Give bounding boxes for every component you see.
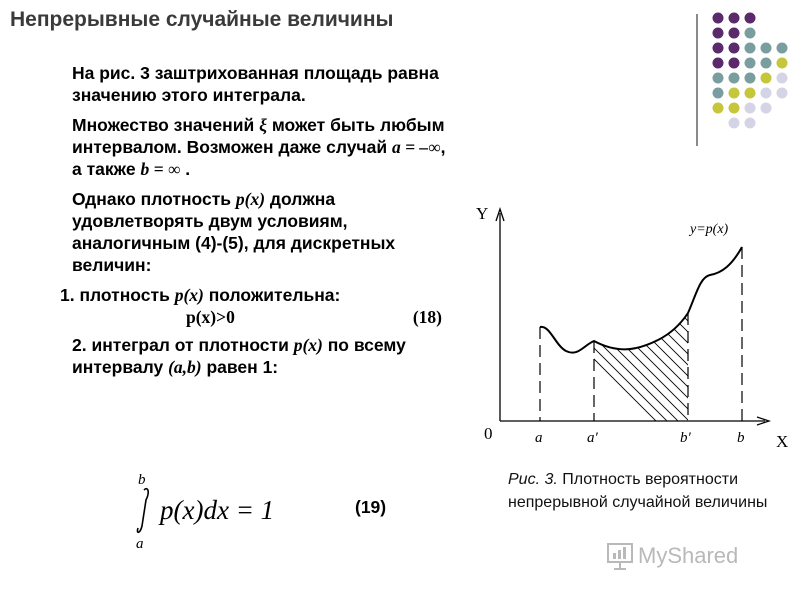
decorative-divider (696, 14, 698, 146)
decorative-dot (761, 73, 772, 84)
tick-label-b-prime: b′ (680, 430, 691, 446)
decorative-dot (729, 103, 740, 114)
condition-1: 1. плотность p(x) положительна: p(x)>0 (18) (60, 285, 442, 327)
tick-label-a-prime: a′ (587, 430, 598, 446)
decorative-dot-grid (696, 12, 796, 132)
decorative-dot (761, 103, 772, 114)
decorative-dot (745, 73, 756, 84)
decorative-dot (729, 58, 740, 69)
decorative-dot (729, 88, 740, 99)
decorative-dot (745, 58, 756, 69)
formula-18: p(x)>0 (186, 307, 235, 327)
density-curve (540, 247, 742, 353)
decorative-dot (777, 43, 788, 54)
decorative-dot (745, 118, 756, 129)
paragraph-3: Однако плотность p(x) должна удовлетворять двум условиям, аналогичным (4)-(5), для дискретных величин: (72, 189, 396, 275)
decorative-dot (729, 28, 740, 39)
decorative-dot (745, 43, 756, 54)
decorative-dot (729, 13, 740, 24)
shaded-area (530, 295, 800, 425)
hatch-line (596, 295, 726, 425)
hatch-line (728, 295, 800, 425)
decorative-dot (761, 58, 772, 69)
decorative-dot (713, 73, 724, 84)
integral-formula (130, 470, 300, 550)
tick-label-a: a (535, 430, 543, 446)
decorative-dot (761, 43, 772, 54)
hatch-line (673, 295, 800, 425)
decorative-dot (777, 58, 788, 69)
decorative-dot (713, 28, 724, 39)
watermark-logo: MyShared (606, 540, 738, 572)
hatch-line (607, 295, 737, 425)
decorative-dot (745, 13, 756, 24)
curve-label: y=p(x) (690, 222, 729, 237)
hatch-line (552, 295, 682, 425)
hatch-line (706, 295, 800, 425)
hatch-line (563, 295, 693, 425)
hatch-line (629, 295, 759, 425)
integral-sign (137, 489, 148, 533)
equation-number-18: (18) (412, 307, 442, 327)
decorative-dot (777, 88, 788, 99)
integral-lower-limit: a (136, 536, 144, 550)
decorative-dot (713, 43, 724, 54)
decorative-dot (761, 88, 772, 99)
slide-title: Непрерывные случайные величины (10, 8, 394, 31)
decorative-dot (729, 43, 740, 54)
body-text (28, 62, 448, 386)
integral-upper-limit: b (138, 472, 146, 488)
hatch-line (585, 295, 715, 425)
hatch-line (695, 295, 800, 425)
decorative-dot (713, 13, 724, 24)
y-axis-label: Y (476, 204, 489, 223)
x-axis-label: X (776, 432, 789, 451)
origin-label: 0 (484, 424, 493, 443)
hatch-line (530, 295, 660, 425)
presentation-icon (606, 541, 634, 571)
decorative-dot (777, 73, 788, 84)
figure-caption: Рис. 3. Плотность вероятности непрерывной случайной величины (508, 471, 768, 511)
decorative-dot (729, 118, 740, 129)
density-graph (470, 195, 800, 455)
paragraph-1: На рис. 3 заштрихованная площадь равна значению этого интеграла. (72, 63, 439, 105)
hatch-line (662, 295, 792, 425)
tick-label-b: b (737, 430, 745, 446)
decorative-dot (745, 88, 756, 99)
hatch-line (717, 295, 800, 425)
decorative-dot (713, 88, 724, 99)
condition-2: 2. интеграл от плотности p(x) по всему интервалу (a,b) равен 1: (72, 335, 406, 377)
decorative-dot (713, 58, 724, 69)
hatch-line (541, 295, 671, 425)
paragraph-2: Множество значений ξ может быть любым интервалом. Возможен даже случай a = –∞, а также b = ∞ . (72, 115, 446, 179)
equation-number-19: (19) (355, 497, 387, 517)
hatch-line (640, 295, 770, 425)
decorative-dot (745, 103, 756, 114)
decorative-dot (713, 103, 724, 114)
decorative-dot (745, 28, 756, 39)
hatch-line (618, 295, 748, 425)
integral-expression: p(x)dx = 1 (160, 495, 275, 525)
hatch-line (651, 295, 781, 425)
decorative-dot (729, 73, 740, 84)
